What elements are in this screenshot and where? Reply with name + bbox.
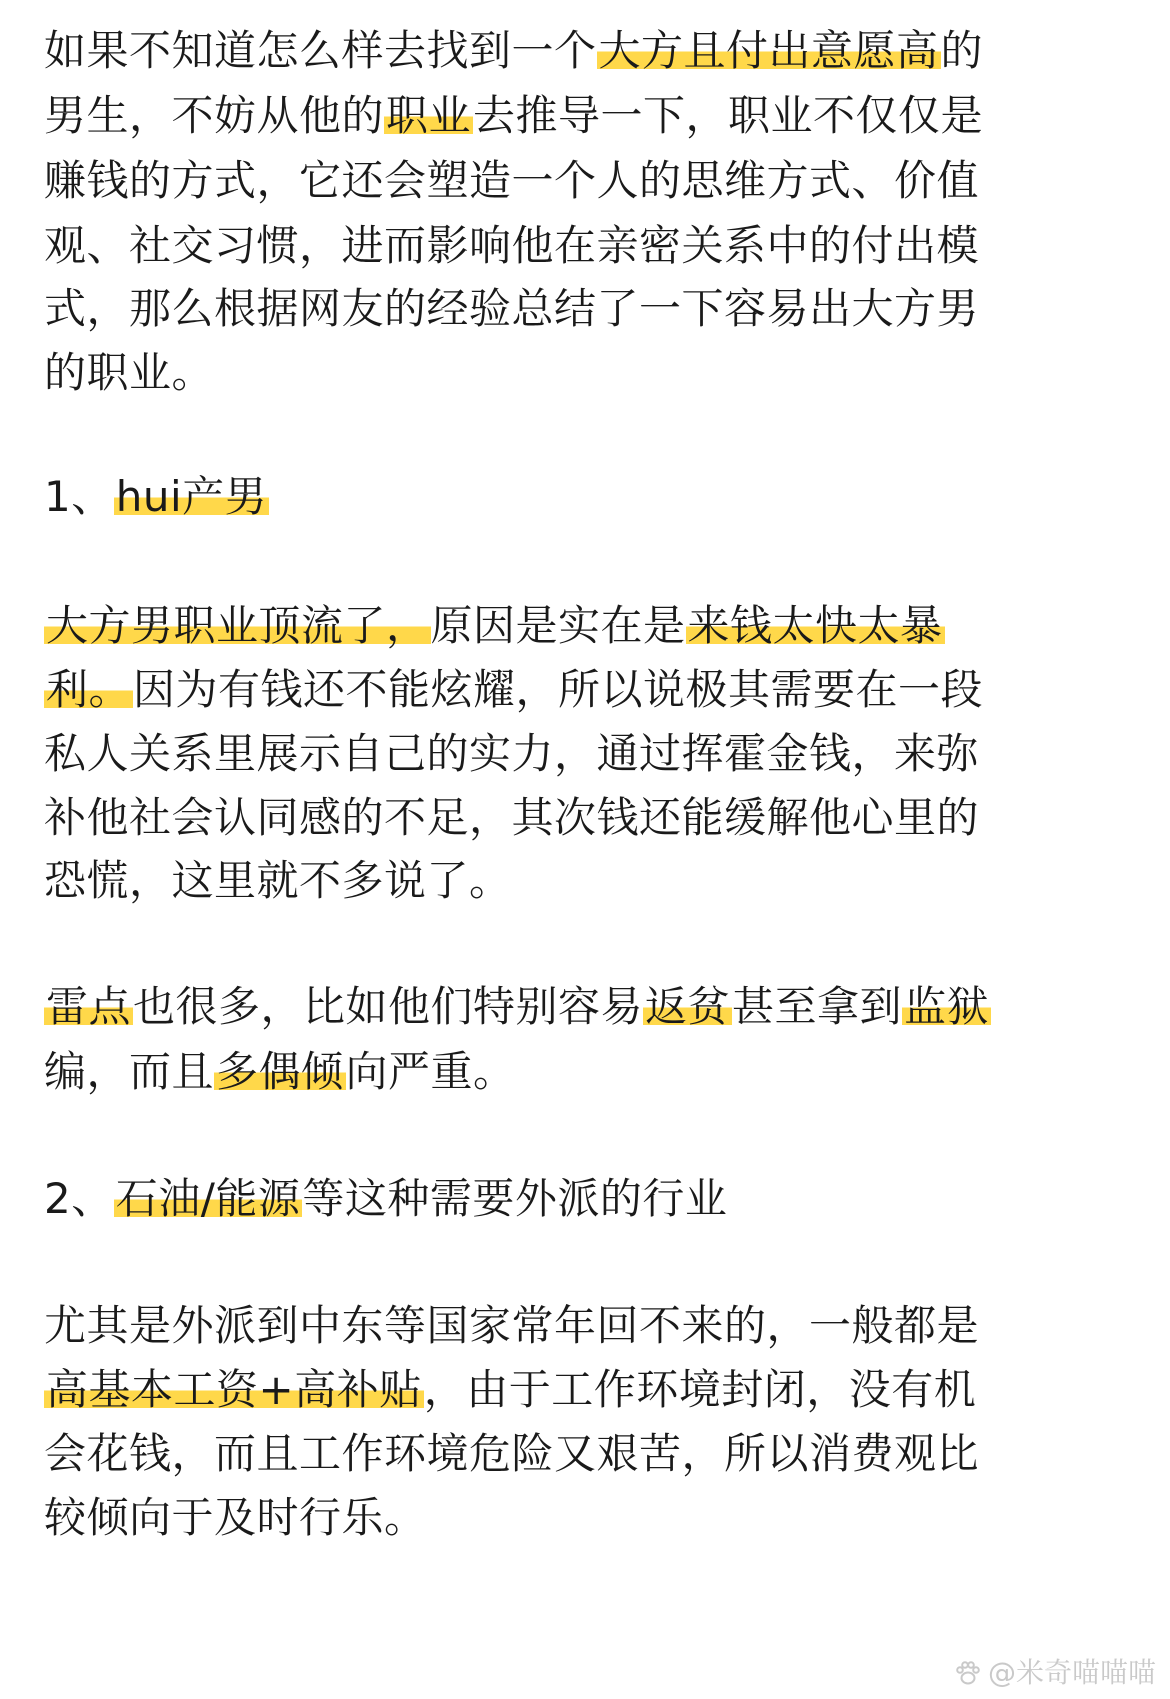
text-segment: 的职业。	[44, 348, 215, 397]
highlighted-text: 雷点	[46, 982, 132, 1031]
highlighted-text: 高基本工资+高补贴	[46, 1365, 422, 1414]
text-segment: 向严重。	[345, 1047, 516, 1096]
text-segment: 甚至拿到	[732, 982, 903, 1031]
text-segment: 如果不知道怎么样去找到一个	[44, 26, 597, 75]
text-segment: 原因是实在是	[430, 601, 686, 650]
highlighted-text: 大方且付出意愿高	[598, 26, 939, 75]
text-segment: 因为有钱还不能炫耀，所以说极其需要在一段	[133, 665, 984, 714]
text-line	[44, 83, 983, 149]
text-segment: 的	[940, 26, 984, 75]
text-segment: ，由于工作环境封闭，没有机	[423, 1365, 977, 1414]
section-heading	[44, 1166, 727, 1232]
text-segment: 编，而且	[44, 1047, 215, 1096]
text-segment: 恐慌，这里就不多说了。	[44, 856, 512, 905]
highlighted-text: 石油/能源	[115, 1174, 301, 1223]
highlighted-text: 来钱太快太暴	[687, 601, 943, 650]
highlighted-text: 利。	[46, 665, 132, 714]
text-line	[44, 974, 991, 1040]
text-segment: 男生，不妨从他的	[44, 91, 385, 140]
text-line	[44, 1039, 516, 1105]
text-segment: 尤其是外派到中东等国家常年回不来的，一般都是	[44, 1301, 980, 1350]
highlighted-text: 职业	[386, 91, 472, 140]
text-line	[44, 785, 979, 851]
paw-icon	[954, 1659, 982, 1687]
highlighted-text: 监狱	[904, 982, 990, 1031]
text-line	[44, 657, 983, 723]
text-line	[44, 721, 979, 787]
section-heading	[44, 464, 269, 530]
text-segment: 也很多，比如他们特别容易	[133, 982, 644, 1031]
text-line	[44, 340, 214, 406]
text-segment: 补他社会认同感的不足，其次钱还能缓解他心里的	[44, 793, 980, 842]
text-line	[44, 1293, 979, 1359]
text-line	[44, 148, 979, 214]
highlighted-text: 多偶倾	[216, 1047, 344, 1096]
text-segment: 等这种需要外派的行业	[302, 1174, 728, 1223]
text-line	[44, 276, 979, 342]
watermark	[954, 1655, 1156, 1691]
text-segment: 赚钱的方式，它还会塑造一个人的思维方式、价值	[44, 156, 980, 205]
text-segment: 私人关系里展示自己的实力，通过挥霍金钱，来弥	[44, 729, 980, 778]
watermark-text: @米奇喵喵喵	[987, 1656, 1156, 1689]
text-line	[44, 213, 979, 279]
highlighted-text: 大方男职业顶流了，	[46, 601, 429, 650]
text-segment: 式，那么根据网友的经验总结了一下容易出大方男	[44, 284, 980, 333]
text-segment: 去推导一下，职业不仅仅是	[473, 91, 984, 140]
text-segment: 2、	[44, 1174, 114, 1223]
text-segment: 较倾向于及时行乐。	[44, 1493, 427, 1542]
text-line	[44, 1421, 979, 1487]
text-segment: 1、	[44, 472, 114, 521]
text-line	[44, 593, 945, 659]
text-line	[44, 1485, 427, 1551]
text-segment: 会花钱，而且工作环境危险又艰苦，所以消费观比	[44, 1429, 980, 1478]
highlighted-text: hui产男	[115, 472, 268, 521]
highlighted-text: 返贫	[645, 982, 731, 1031]
text-line	[44, 1357, 976, 1423]
text-segment: 观、社交习惯，进而影响他在亲密关系中的付出模	[44, 221, 980, 270]
text-line	[44, 18, 983, 84]
text-line	[44, 848, 512, 914]
